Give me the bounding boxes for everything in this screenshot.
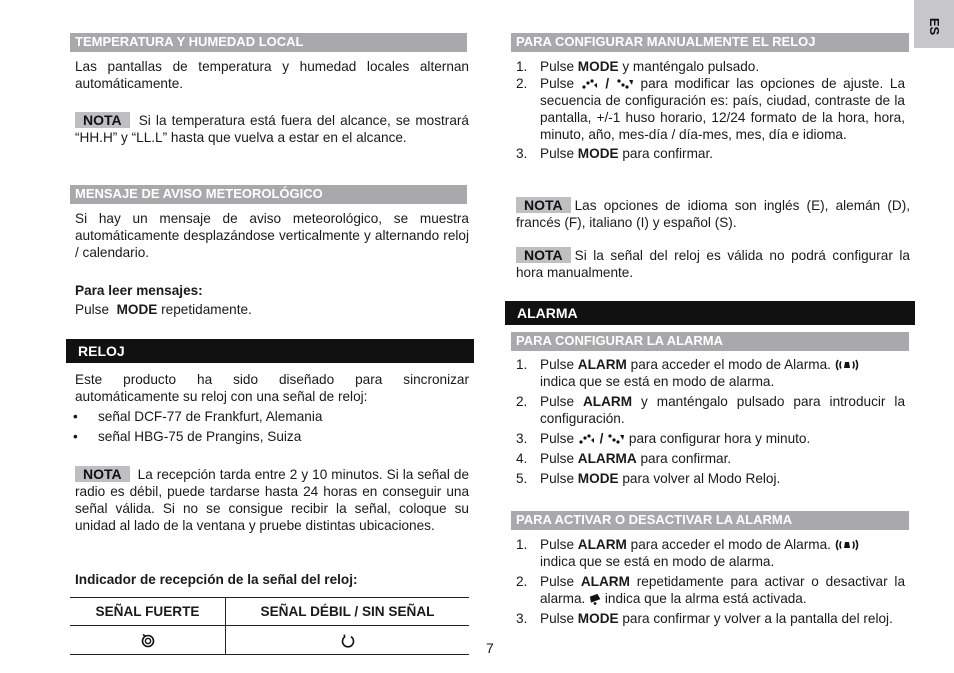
- weather-warning-text: Si hay un mensaje de aviso meteorológico, se muestra automáticamente desplazándose verticalmente y alternando reloj / calendario.: [75, 211, 469, 260]
- nota-badge: NOTA: [75, 112, 130, 128]
- alarm-key: ALARM: [577, 357, 627, 372]
- table-row: [70, 626, 469, 655]
- section-heading-alarma: ALARMA: [505, 301, 915, 325]
- alarm-key: ALARM: [577, 537, 627, 552]
- down-arrow-icon: [616, 79, 634, 89]
- alarm-key: ALARM: [580, 574, 630, 589]
- table-header-weak: SEÑAL DÉBIL / SIN SEÑAL: [226, 598, 470, 626]
- list-item: 1. Pulse ALARM para acceder el modo de Alarma. indica que se está en modo de alarma.: [511, 536, 905, 570]
- section-heading-temperature: TEMPERATURA Y HUMEDAD LOCAL: [70, 33, 467, 52]
- up-arrow-icon: [578, 434, 596, 444]
- temperature-note-text: Si la temperatura está fuera del alcance, se mostrará “HH.H” y “LL.L” hasta que vuelva a estar en el alcance.: [75, 113, 469, 145]
- down-arrow-icon: [607, 434, 625, 444]
- indicator-title: Indicador de recepción de la señal del reloj:: [75, 572, 358, 587]
- alarm-bell-icon: [835, 359, 859, 371]
- mode-key: MODE: [577, 59, 619, 74]
- reloj-note-text: La recepción tarda entre 2 y 10 minutos. Si la señal de radio es débil, puede tardarse hasta 24 horas en conseguir una señal válida. Si no se consigue recibir la señal, coloque su unidad al lado de la ventana y pruebe distintas ubicaciones.: [75, 467, 470, 533]
- list-item: 3. Pulse MODE para confirmar y volver a la pantalla del reloj.: [516, 611, 893, 626]
- temperature-text: Las pantallas de temperatura y humedad locales alternan automáticamente.: [75, 59, 469, 91]
- section-heading-reloj: RELOJ: [66, 339, 474, 363]
- read-post: repetidamente.: [161, 302, 252, 317]
- bell-icon: [589, 593, 601, 605]
- temperature-note: [75, 112, 469, 146]
- section-heading-manual-clock: PARA CONFIGURAR MANUALMENTE EL RELOJ: [511, 33, 909, 52]
- table-header-row: [70, 598, 469, 626]
- nota-badge: NOTA: [75, 466, 130, 482]
- language-note: [516, 197, 910, 231]
- mode-key: MODE: [577, 146, 619, 161]
- read-pre: Pulse: [75, 302, 110, 317]
- table-header-strong: SEÑAL FUERTE: [70, 598, 226, 626]
- reloj-note: [75, 466, 469, 534]
- strong-signal-icon: [141, 634, 155, 648]
- language-tab-label: ES: [927, 17, 943, 36]
- list-item: 1. Pulse MODE y manténgalo pulsado.: [516, 59, 760, 74]
- read-messages-instruction: [75, 301, 252, 318]
- list-item: 2. Pulse ALARM y manténgalo pulsado para introducir la configuración.: [516, 394, 905, 426]
- list-item: 3. Pulse / para configurar hora y minuto.: [516, 431, 811, 446]
- signal-list: [70, 408, 470, 448]
- valid-signal-note-text: Si la señal del reloj es válida no podrá configurar la hora manualmente.: [516, 248, 910, 280]
- list-item: 3. Pulse MODE para confirmar.: [516, 146, 714, 161]
- alarm-steps: [511, 356, 905, 487]
- alarm-key: ALARM: [582, 394, 633, 409]
- nota-badge: NOTA: [516, 247, 571, 263]
- section-heading-toggle-alarm: PARA ACTIVAR O DESACTIVAR LA ALARMA: [511, 511, 909, 530]
- section-heading-weather-warning: MENSAJE DE AVISO METEOROLÓGICO: [70, 185, 467, 204]
- alarm-bell-icon: [835, 539, 859, 551]
- list-item: 2. Pulse / para modificar las opciones de ajuste. La secuencia de configuración es: país, ciudad, contraste de la pantalla, +/-1 huso horario, 12/24 formato de la hora, hora, minuto, año, mes-día / día-mes, mes, día e idioma.: [516, 76, 906, 142]
- section-heading-set-alarm: PARA CONFIGURAR LA ALARMA: [511, 332, 909, 351]
- list-item: 4. Pulse ALARMA para confirmar.: [516, 451, 732, 466]
- language-note-text: Las opciones de idioma son inglés (E), alemán (D), francés (F), italiano (I) y español (S).: [516, 198, 910, 230]
- weak-signal-icon: [341, 634, 355, 648]
- read-messages-title: Para leer mensajes:: [75, 283, 203, 298]
- list-item: • señal DCF-77 de Frankfurt, Alemania: [73, 409, 323, 424]
- signal-indicator-table: [70, 597, 469, 655]
- mode-key: MODE: [577, 611, 619, 626]
- mode-key: MODE: [577, 471, 619, 486]
- nota-badge: NOTA: [516, 197, 571, 213]
- alarma-key: ALARMA: [577, 451, 637, 466]
- page-number: 7: [486, 640, 494, 656]
- mode-key: MODE: [116, 302, 158, 317]
- up-arrow-icon: [581, 79, 599, 89]
- list-item: 2. Pulse ALARM repetidamente para activar o desactivar la alarma. indica que la alrma está activada.: [516, 574, 905, 606]
- language-tab: [914, 0, 954, 48]
- list-item: 5. Pulse MODE para volver al Modo Reloj.: [516, 471, 781, 486]
- toggle-steps: [511, 536, 905, 627]
- manual-steps: [511, 58, 905, 162]
- list-item: • señal HBG-75 de Prangins, Suiza: [73, 429, 302, 444]
- list-item: 1. Pulse ALARM para acceder el modo de Alarma. indica que se está en modo de alarma.: [511, 356, 905, 390]
- reloj-text: Este producto ha sido diseñado para sincronizar automáticamente su reloj con una señal de reloj:: [75, 372, 469, 404]
- valid-signal-note: [516, 247, 910, 281]
